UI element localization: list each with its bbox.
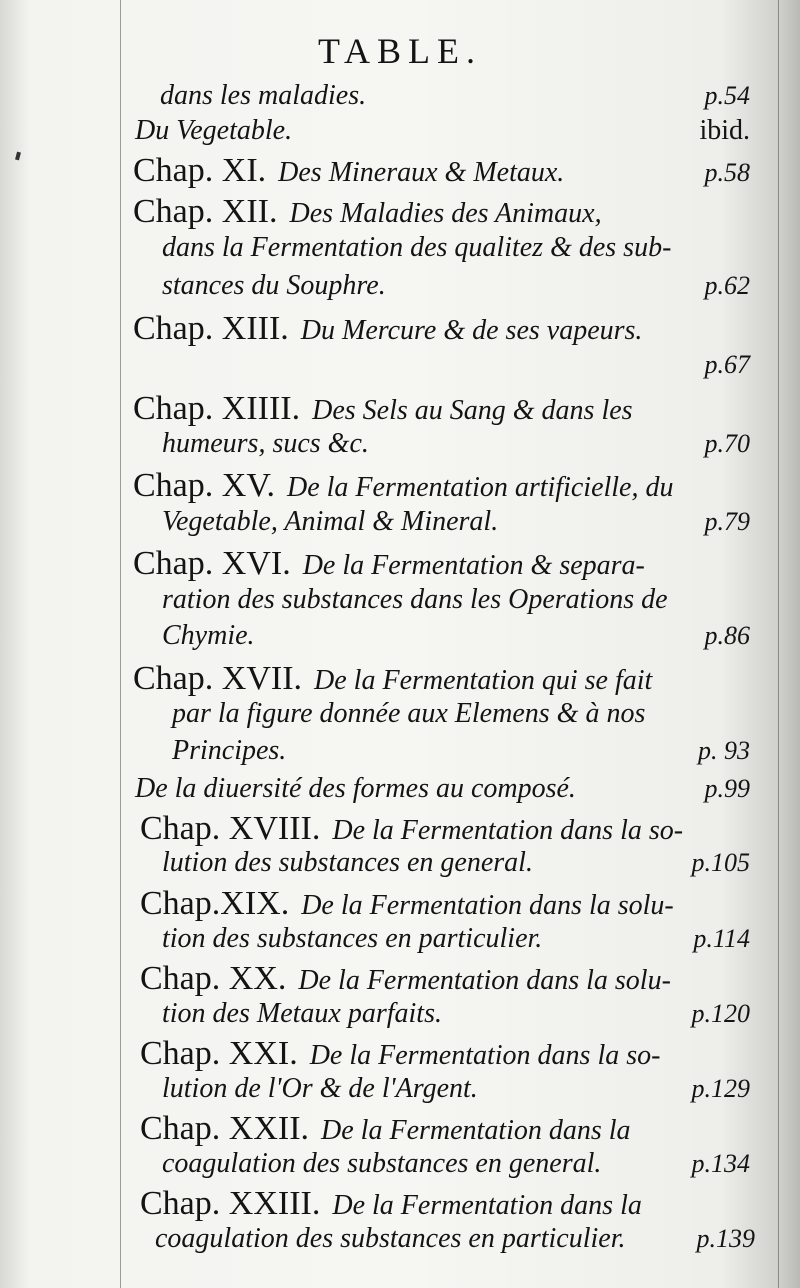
page-number: p.54 [704,81,750,110]
chapter-label: Chap. XII. [133,193,278,230]
page-number: p.67 [704,350,750,379]
entry-text: Du Vegetable. [135,115,293,146]
entry-text: coagulation des substances en particulier. [155,1223,626,1254]
entry-text: De la diuersité des formes au composé. [135,773,576,804]
entry-text: De la Fermentation dans la [332,1190,642,1221]
chapter-label: Chap. XX. [140,960,287,997]
chapter-label: Chap. XXIII. [140,1185,321,1222]
toc-line [172,698,750,738]
toc-line [155,1223,755,1263]
entry-text: Des Maladies des Animaux, [289,198,602,229]
toc-line [162,847,750,887]
entry-text: De la Fermentation dans la solu- [298,965,671,996]
page-number: p.62 [704,271,750,300]
toc-line [160,80,750,120]
toc-line [162,428,750,468]
toc-line [133,152,750,192]
entry-text: ration des substances dans les Operations de [162,584,668,615]
chapter-label: Chap. XVI. [133,545,291,582]
toc-line [162,998,750,1038]
entry-text: De la Fermentation qui se fait [314,665,653,696]
entry-text: Vegetable, Animal & Mineral. [162,506,499,537]
page-number: ibid. [699,115,750,146]
entry-text: Principes. [172,735,287,766]
entry-text: tion des Metaux parfaits. [162,998,442,1029]
page-number: p.134 [691,1149,750,1178]
entry-text: Chymie. [162,620,255,651]
toc-line [162,1073,750,1113]
toc-line [133,310,750,350]
toc-line [140,1035,750,1075]
page-number: p. 93 [698,736,750,765]
entry-text: lution de l'Or & de l'Argent. [162,1073,478,1104]
toc-line [162,270,750,310]
entry-text: Des Mineraux & Metaux. [278,157,565,188]
toc-line [140,1110,750,1150]
entry-text: De la Fermentation artificielle, du [287,472,674,503]
chapter-label: Chap.XIX. [140,885,290,922]
chapter-label: Chap. XIII. [133,310,289,347]
entry-text: par la figure donnée aux Elemens & à nos [172,698,646,729]
entry-text: coagulation des substances en general. [162,1148,602,1179]
toc-line [162,584,750,624]
toc-line [162,350,750,390]
entry-text: dans les maladies. [160,80,367,111]
chapter-label: Chap. XXI. [140,1035,298,1072]
toc-line [133,467,750,507]
entry-text: De la Fermentation dans la so- [332,815,684,846]
page-number: p.70 [704,429,750,458]
toc-line [140,810,750,850]
toc-line [162,620,750,660]
chapter-label: Chap. XV. [133,467,275,504]
page-number: p.139 [696,1224,755,1253]
entry-text: lution des substances en general. [162,847,533,878]
entry-text: dans la Fermentation des qualitez & des sub- [162,232,672,263]
toc-line [172,735,750,775]
toc-line [162,232,750,272]
chapter-label: Chap. XXII. [140,1110,310,1147]
toc-line [133,390,750,430]
page-title: TABLE. [317,31,483,71]
entry-text: De la Fermentation dans la solu- [301,890,674,921]
toc-line [135,115,750,155]
page-number: p.86 [704,621,750,650]
entry-text: humeurs, sucs &c. [162,428,369,459]
toc-line [140,960,750,1000]
page-number: p.79 [704,507,750,536]
page-number: p.58 [704,158,750,187]
entry-text: De la Fermentation dans la so- [309,1040,661,1071]
page-number: p.99 [704,774,750,803]
page-number: p.105 [691,848,750,877]
entry-text: De la Fermentation & separa- [302,550,645,581]
toc-line [162,506,750,546]
entry-text: stances du Souphre. [162,270,386,301]
entry-text: De la Fermentation dans la [321,1115,631,1146]
entry-text: Du Mercure & de ses vapeurs. [300,315,643,346]
chapter-label: Chap. XI. [133,152,267,189]
toc-line [135,773,750,813]
page-number: p.129 [691,1074,750,1103]
toc-line [162,923,750,963]
entry-text: tion des substances en particulier. [162,923,543,954]
chapter-label: Chap. XVIII. [140,810,321,847]
toc-line [133,545,750,585]
page-number: p.114 [693,924,750,953]
toc-line [133,660,750,700]
toc-line [162,1148,750,1188]
toc-line [140,1185,750,1225]
chapter-label: Chap. XVII. [133,660,303,697]
chapter-label: Chap. XIIII. [133,390,301,427]
toc-line [140,885,750,925]
entry-text: Des Sels au Sang & dans les [312,395,633,426]
toc-line [133,193,750,233]
page-number: p.120 [691,999,750,1028]
